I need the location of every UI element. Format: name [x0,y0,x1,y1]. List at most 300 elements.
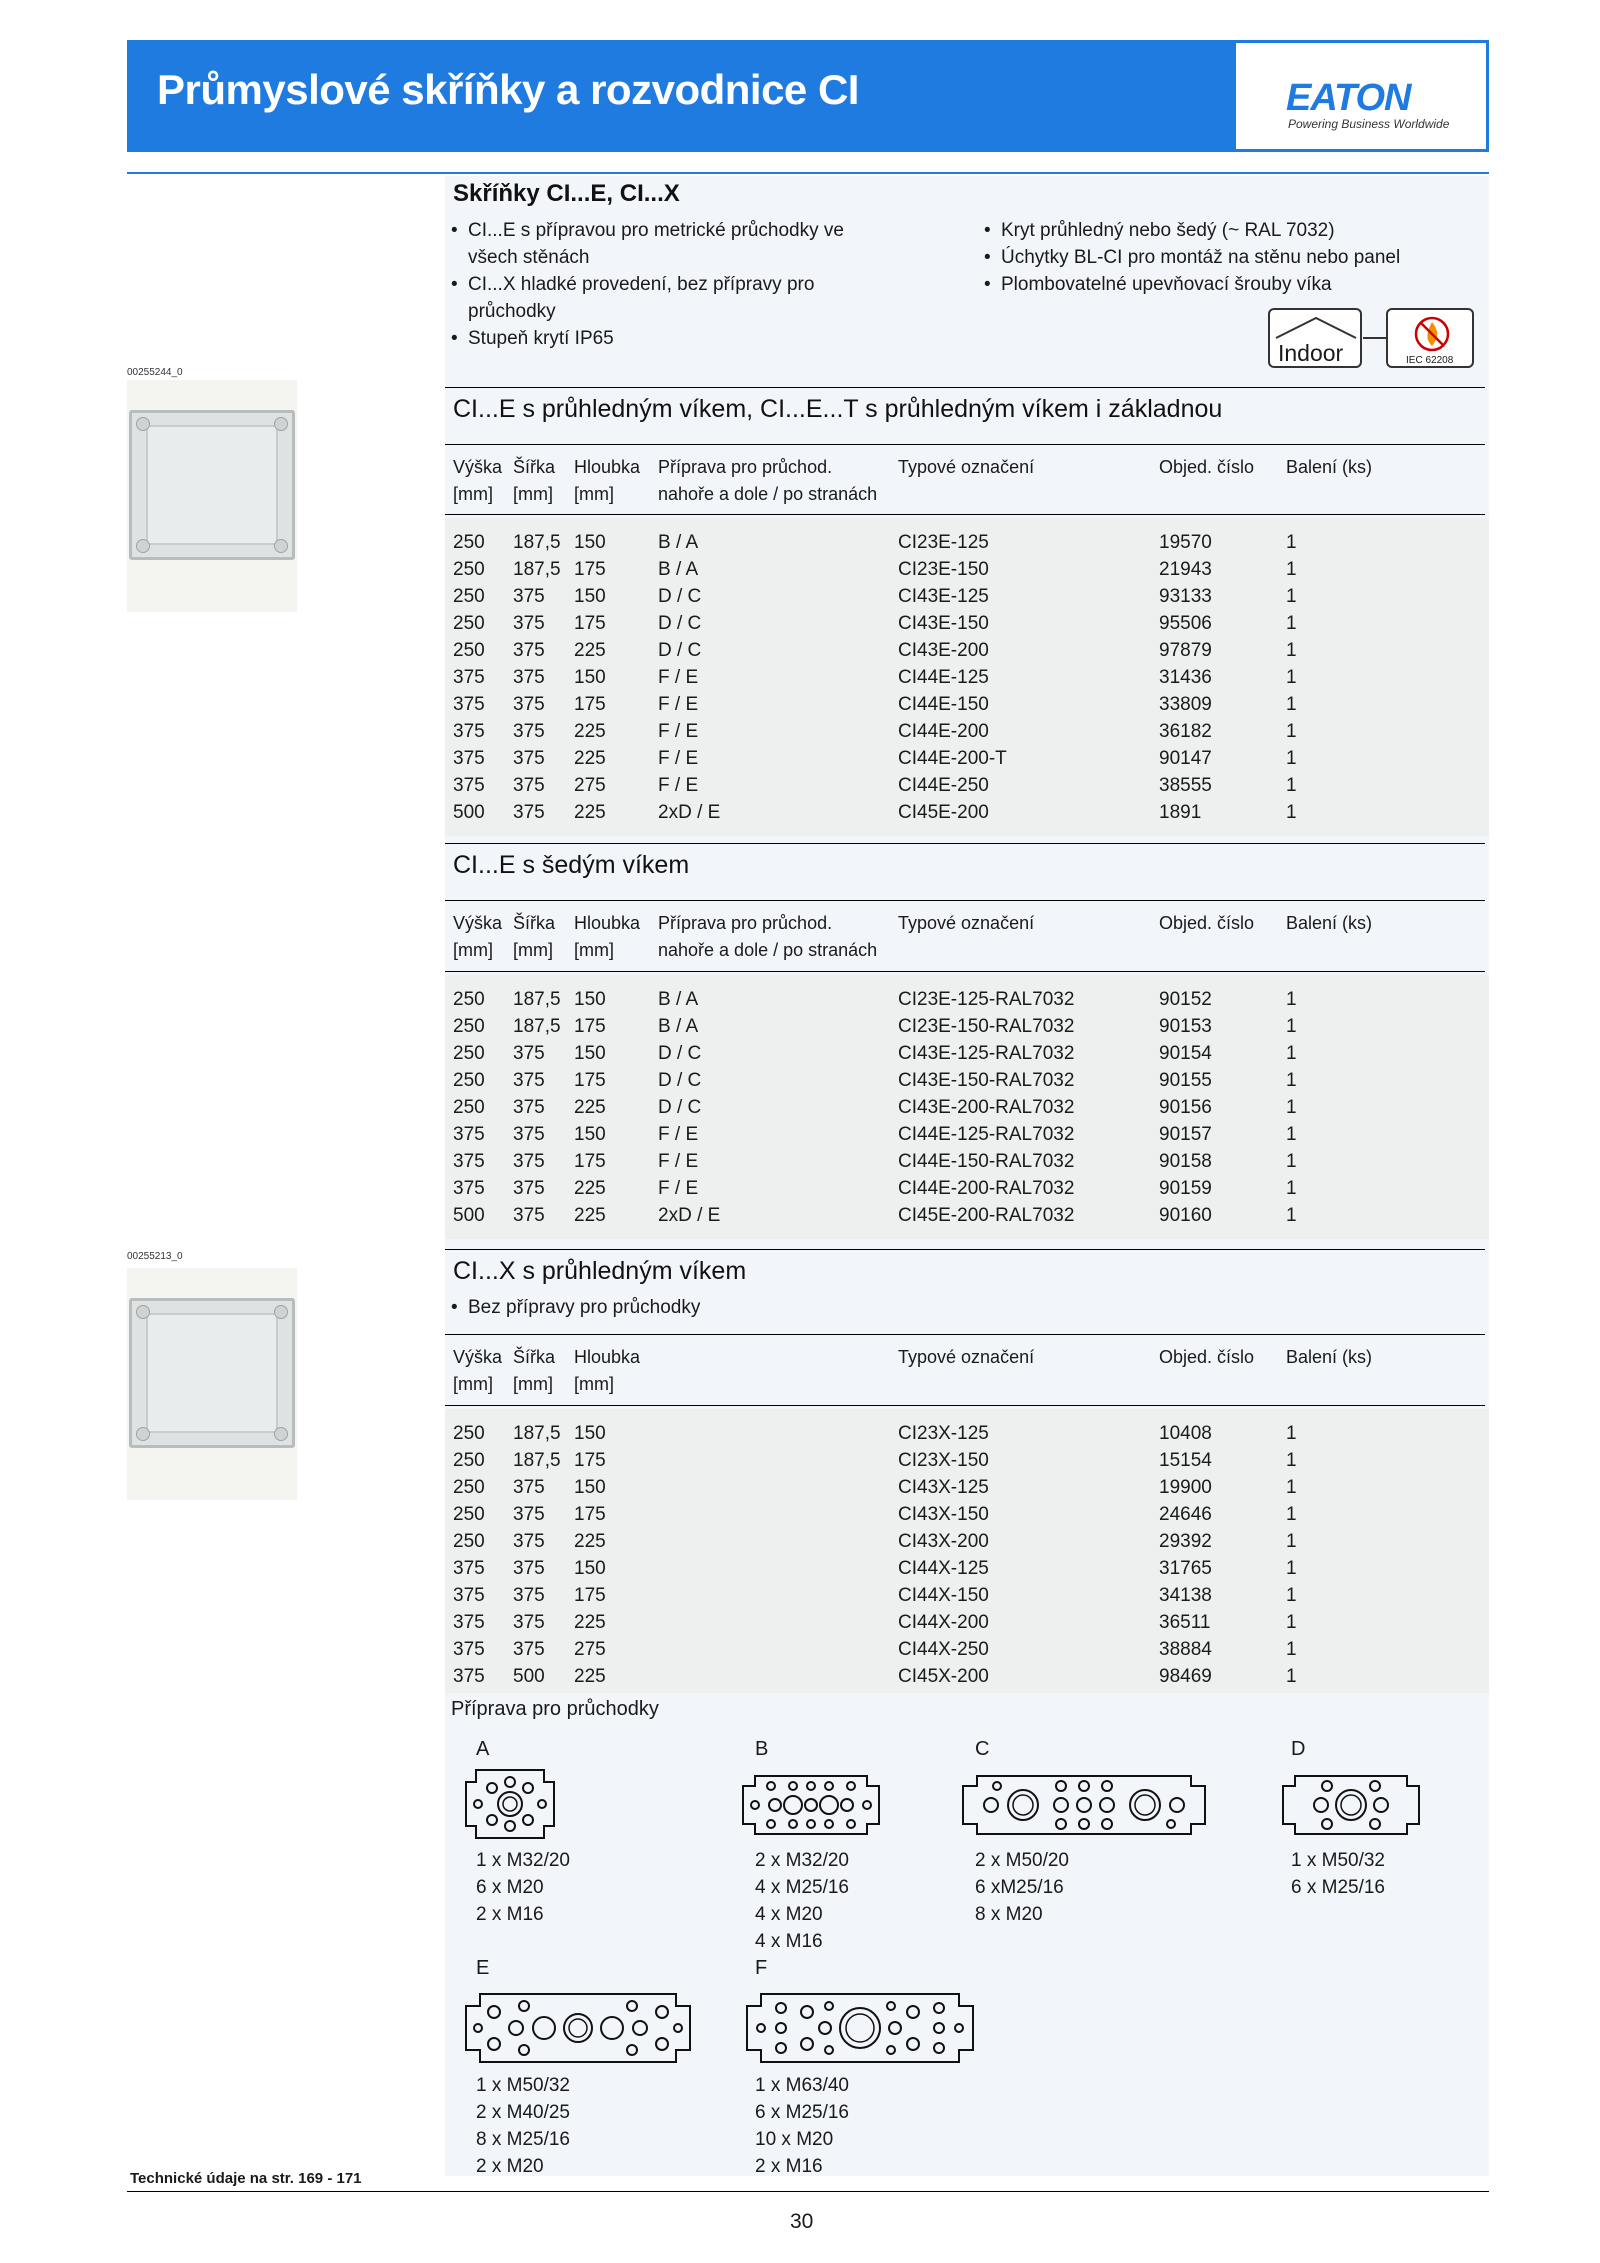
header-rule [445,514,1485,515]
unit: [mm] [453,484,493,504]
table-cell: 375 [453,1558,485,1579]
screw-icon [274,539,288,553]
table-row [453,1121,1483,1148]
table-cell: CI44E-150 [898,694,989,715]
logo-wordmark: EATON [1286,77,1411,119]
col-hloubka: Hloubka [574,1347,641,1367]
plate-b-icon [741,1774,881,1836]
table-cell: 375 [513,1585,545,1606]
prep-specs-d [1291,1847,1385,1901]
table-row [453,772,1483,799]
unit: nahoře a dole / po stranách [658,940,878,960]
iec-label: IEC 62208 [1406,355,1454,366]
header-rule [127,172,1489,174]
table-cell: 375 [513,1124,545,1145]
unit: [mm] [513,484,553,504]
table-cell: 250 [453,613,485,634]
table-row [453,1094,1483,1121]
table-cell: 375 [453,694,485,715]
table-cell: 1 [1286,1558,1297,1579]
table-cell: 375 [453,1612,485,1633]
table-cell: 1 [1286,1450,1297,1471]
unit: [mm] [513,1374,553,1394]
col-priprava: Příprava pro průchod. [658,913,833,933]
eaton-logo [1236,43,1486,149]
table-cell: 225 [574,802,606,823]
table-cell: F / E [658,1178,699,1199]
table-cell: 375 [453,1151,485,1172]
table-cell: CI43E-150-RAL7032 [898,1070,1075,1091]
table-cell: 375 [453,1639,485,1660]
screw-icon [136,1305,150,1319]
table-row [453,1582,1483,1609]
enclosure-photo-x [127,1268,297,1500]
table-cell: CI43X-150 [898,1504,989,1525]
table-cell: D / C [658,1070,702,1091]
screw-icon [274,417,288,431]
table-cell: CI43E-125-RAL7032 [898,1043,1075,1064]
spec: 8 x M25/16 [476,2129,570,2150]
table-cell: 187,5 [513,989,561,1010]
table-cell: 250 [453,1450,485,1471]
table-cell: 225 [574,748,606,769]
section-rule [445,1334,1485,1335]
table-cell: 34138 [1159,1585,1212,1606]
image-id: 00255213_0 [127,1251,183,1262]
table-cell: D / C [658,586,702,607]
table-row [453,1474,1483,1501]
table-cell: CI43X-200 [898,1531,989,1552]
col-sirka: Šířka [513,1347,556,1367]
table-cell: 1 [1286,721,1297,742]
page-number: 30 [790,2210,814,2233]
bullet: • CI...X hladké provedení, bez přípravy pro průchodky [448,271,888,325]
table-cell: 1 [1286,640,1297,661]
plate-e-icon [464,1992,692,2064]
table-row [453,1663,1483,1690]
screw-icon [136,417,150,431]
table-cell: 150 [574,1558,606,1579]
spec: 2 x M16 [476,1904,544,1925]
table-cell: 150 [574,1043,606,1064]
table-cell: F / E [658,1124,699,1145]
table-cell: 93133 [1159,586,1212,607]
table-cell: 375 [513,1639,545,1660]
col-typ: Typové označení [898,457,1035,477]
col-vyska: Výška [453,1347,503,1367]
table-cell: D / C [658,613,702,634]
table-cell: CI44X-150 [898,1585,989,1606]
table-cell: CI44E-125 [898,667,989,688]
col-sirka: Šířka [513,457,556,477]
screw-icon [274,1427,288,1441]
section-rule [445,1249,1485,1250]
spec: 2 x M50/20 [975,1850,1069,1871]
table-cell: 375 [513,1504,545,1525]
table-cell: D / C [658,1097,702,1118]
unit: [mm] [453,1374,493,1394]
screw-icon [274,1305,288,1319]
prep-label-b: B [755,1738,769,1760]
plate-f-icon [745,1992,975,2064]
table-row [453,745,1483,772]
col-vyska: Výška [453,913,503,933]
table-cell: 1 [1286,1477,1297,1498]
table-cell: 175 [574,1585,606,1606]
section-rule [445,843,1485,844]
table-cell: 33809 [1159,694,1212,715]
section3-title: CI...X s průhledným víkem [453,1257,747,1285]
table-cell: CI44X-125 [898,1558,989,1579]
table-cell: 1 [1286,586,1297,607]
col-sirka: Šířka [513,913,556,933]
table-cell: 175 [574,559,606,580]
spec: 1 x M50/32 [1291,1850,1385,1871]
table-cell: 375 [513,1531,545,1552]
table-cell: D / C [658,640,702,661]
table-cell: 24646 [1159,1504,1212,1525]
col-objed: Objed. číslo [1159,457,1255,477]
table-cell: CI44X-250 [898,1639,989,1660]
table-cell: 175 [574,1151,606,1172]
image-id: 00255244_0 [127,367,183,378]
unit: [mm] [513,940,553,960]
bullet: • Bez přípravy pro průchodky [448,1294,948,1321]
prep-label-f: F [755,1957,768,1979]
table-row [453,691,1483,718]
table-cell: 90147 [1159,748,1212,769]
table-cell: 187,5 [513,1423,561,1444]
table-cell: 38555 [1159,775,1212,796]
spec: 6 x M25/16 [755,2102,849,2123]
enclosure-lid [146,425,278,545]
table-cell: 250 [453,640,485,661]
table-cell: CI44E-125-RAL7032 [898,1124,1075,1145]
table-cell: 175 [574,1504,606,1525]
unit: [mm] [574,1374,614,1394]
spec: 4 x M16 [755,1931,823,1952]
screw-icon [136,539,150,553]
table-cell: 90160 [1159,1205,1212,1226]
table-cell: 375 [513,721,545,742]
spec: 10 x M20 [755,2129,834,2150]
table-cell: 90154 [1159,1043,1212,1064]
table-cell: 375 [513,640,545,661]
table-cell: CI45E-200-RAL7032 [898,1205,1075,1226]
table-cell: 375 [513,748,545,769]
table-cell: 375 [513,802,545,823]
table-cell: CI43E-150 [898,613,989,634]
table-header [453,1344,1483,1371]
table-cell: D / C [658,1043,702,1064]
table-cell: 1 [1286,989,1297,1010]
enclosure-lid [146,1313,278,1433]
spec: 6 x M25/16 [1291,1877,1385,1898]
table-cell: 375 [513,613,545,634]
table-cell: 375 [513,1477,545,1498]
prep-label-e: E [476,1957,490,1979]
bullet: • Plombovatelné upevňovací šrouby víka [981,271,1481,298]
screw-icon [136,1427,150,1441]
table-cell: 250 [453,1477,485,1498]
spec: 4 x M25/16 [755,1877,849,1898]
table-cell: 225 [574,1205,606,1226]
table-cell: CI23X-125 [898,1423,989,1444]
table-cell: 1891 [1159,802,1202,823]
table-cell: 225 [574,1097,606,1118]
spec: 1 x M63/40 [755,2075,849,2096]
table-cell: 1 [1286,1504,1297,1525]
table-row [453,610,1483,637]
table-row [453,1447,1483,1474]
table-cell: 1 [1286,1666,1297,1687]
table-cell: 500 [513,1666,545,1687]
table-cell: 375 [513,775,545,796]
unit: nahoře a dole / po stranách [658,484,878,504]
table-cell: 375 [513,1612,545,1633]
prep-title: Příprava pro průchodky [451,1698,659,1720]
table-cell: 15154 [1159,1450,1212,1471]
prep-label-d: D [1291,1738,1306,1760]
spec: 2 x M40/25 [476,2102,570,2123]
table-cell: 225 [574,1178,606,1199]
table-cell: CI43E-200-RAL7032 [898,1097,1075,1118]
table-cell: 375 [513,1558,545,1579]
bullet: • Stupeň krytí IP65 [448,325,888,352]
table-cell: 250 [453,1016,485,1037]
table-row [453,1013,1483,1040]
table-cell: 90157 [1159,1124,1212,1145]
tech-note: Technické údaje na str. 169 - 171 [130,2170,362,2187]
table-cell: 1 [1286,775,1297,796]
table-cell: 375 [513,1178,545,1199]
prep-label-c: C [975,1738,990,1760]
table-row [453,718,1483,745]
table-cell: 150 [574,586,606,607]
table-cell: 150 [574,1124,606,1145]
col-hloubka: Hloubka [574,913,641,933]
table-cell: 1 [1286,1178,1297,1199]
table-cell: 375 [513,586,545,607]
col-vyska: Výška [453,457,503,477]
spec: 4 x M20 [755,1904,823,1925]
table-cell: 98469 [1159,1666,1212,1687]
table-cell: 375 [453,1178,485,1199]
enclosure-body [129,410,295,560]
enclosure-photo-e [127,380,297,612]
table-cell: 150 [574,1477,606,1498]
unit: [mm] [453,940,493,960]
table-cell: F / E [658,694,699,715]
table-cell: 375 [453,1124,485,1145]
table-cell: 250 [453,1097,485,1118]
spec: 2 x M16 [755,2156,823,2177]
table-header-units [453,937,1483,964]
col-typ: Typové označení [898,1347,1035,1367]
table-cell: 250 [453,586,485,607]
intro-left-bullets [448,217,888,352]
table-cell: CI44E-200 [898,721,989,742]
header-rule [445,971,1485,972]
table-cell: 150 [574,667,606,688]
table-cell: 225 [574,640,606,661]
table-header-units [453,481,1483,508]
table-cell: 31765 [1159,1558,1212,1579]
page-title: Průmyslové skříňky a rozvodnice CI [157,66,859,113]
table-cell: 38884 [1159,1639,1212,1660]
header-rule [445,1405,1485,1406]
table-cell: 500 [453,1205,485,1226]
flame-icon [1412,314,1452,354]
table-row [453,1202,1483,1229]
table-row [453,529,1483,556]
table-cell: 275 [574,1639,606,1660]
table-row [453,1636,1483,1663]
spec: 6 x M20 [476,1877,544,1898]
prep-specs-f [755,2072,849,2180]
table-cell: 2xD / E [658,1205,721,1226]
table-header [453,454,1483,481]
table-cell: CI45E-200 [898,802,989,823]
intro-right-bullets [981,217,1481,298]
table-cell: CI23E-150 [898,559,989,580]
table-cell: 1 [1286,1070,1297,1091]
table-cell: 1 [1286,1612,1297,1633]
table-cell: 375 [513,694,545,715]
table-cell: 375 [513,1205,545,1226]
table-cell: 275 [574,775,606,796]
table-cell: 1 [1286,532,1297,553]
prep-specs-b [755,1847,849,1955]
table-cell: CI44E-150-RAL7032 [898,1151,1075,1172]
intro-title: Skříňky CI...E, CI...X [453,180,680,207]
table-cell: 97879 [1159,640,1212,661]
col-objed: Objed. číslo [1159,1347,1255,1367]
section1-title: CI...E s průhledným víkem, CI...E...T s průhledným víkem i základnou [453,395,1223,423]
table-row [453,1528,1483,1555]
table-cell: 250 [453,559,485,580]
table-cell: 95506 [1159,613,1212,634]
table-cell: 1 [1286,1531,1297,1552]
table-cell: 2xD / E [658,802,721,823]
table-row [453,799,1483,826]
plate-a-icon [464,1768,556,1840]
table-cell: 1 [1286,1205,1297,1226]
col-baleni: Balení (ks) [1286,1347,1373,1367]
table-row [453,1040,1483,1067]
section2-title: CI...E s šedým víkem [453,851,690,879]
col-baleni: Balení (ks) [1286,457,1373,477]
spec: 1 x M32/20 [476,1850,570,1871]
table-cell: 250 [453,1070,485,1091]
bullet: • CI...E s přípravou pro metrické průchodky ve všech stěnách [448,217,888,271]
table-cell: 1 [1286,1043,1297,1064]
section3-bullets [448,1294,948,1321]
table-cell: 1 [1286,1423,1297,1444]
table-cell: CI44E-250 [898,775,989,796]
table-cell: 375 [513,1070,545,1091]
table-cell: 225 [574,1612,606,1633]
table-cell: 19570 [1159,532,1212,553]
table-cell: B / A [658,532,699,553]
table-cell: 36511 [1159,1612,1211,1633]
table-cell: 1 [1286,1639,1297,1660]
prep-specs-e [476,2072,570,2180]
col-priprava: Příprava pro průchod. [658,457,833,477]
table-cell: 225 [574,1666,606,1687]
table-cell: CI45X-200 [898,1666,989,1687]
table-cell: 90156 [1159,1097,1212,1118]
table-cell: 375 [453,748,485,769]
table-cell: 150 [574,532,606,553]
table-cell: 1 [1286,613,1297,634]
table-row [453,1555,1483,1582]
table-row [453,556,1483,583]
table-cell: 375 [513,1043,545,1064]
table-cell: 250 [453,1504,485,1525]
table-cell: 187,5 [513,1016,561,1037]
table-cell: 375 [513,667,545,688]
table-cell: 150 [574,1423,606,1444]
table-cell: 19900 [1159,1477,1212,1498]
table-cell: 31436 [1159,667,1212,688]
table-cell: 225 [574,1531,606,1552]
table-cell: 1 [1286,748,1297,769]
table-cell: 1 [1286,802,1297,823]
table-cell: 1 [1286,1097,1297,1118]
table-cell: 21943 [1159,559,1212,580]
table-cell: 175 [574,1016,606,1037]
table-cell: 250 [453,1043,485,1064]
table-cell: 10408 [1159,1423,1212,1444]
table-cell: 150 [574,989,606,1010]
prep-specs-a [476,1847,570,1928]
table-cell: CI23E-150-RAL7032 [898,1016,1075,1037]
badge-connector [1363,337,1387,339]
table-cell: 187,5 [513,559,561,580]
table-cell: F / E [658,748,699,769]
table-cell: 375 [453,1585,485,1606]
table-cell: B / A [658,559,699,580]
bullet: • Kryt průhledný nebo šedý (~ RAL 7032) [981,217,1481,244]
table-cell: 375 [453,721,485,742]
prep-label-a: A [476,1738,490,1760]
table-cell: 90153 [1159,1016,1212,1037]
footer-rule [127,2191,1489,2192]
table-cell: CI43E-125 [898,586,989,607]
table-cell: F / E [658,721,699,742]
spec: 8 x M20 [975,1904,1043,1925]
table-row [453,637,1483,664]
table-cell: 36182 [1159,721,1212,742]
table-cell: 250 [453,1531,485,1552]
indoor-label: Indoor [1278,340,1344,366]
table-row [453,1175,1483,1202]
plate-c-icon [961,1774,1207,1836]
table-cell: 1 [1286,694,1297,715]
table-cell: 90158 [1159,1151,1212,1172]
table-cell: 1 [1286,1124,1297,1145]
table-cell: 175 [574,694,606,715]
indoor-badge [1268,308,1362,368]
table-cell: 187,5 [513,1450,561,1471]
table-cell: CI23E-125-RAL7032 [898,989,1075,1010]
table-cell: B / A [658,989,699,1010]
table-cell: B / A [658,1016,699,1037]
table-row [453,664,1483,691]
spec: 2 x M32/20 [755,1850,849,1871]
table-cell: 175 [574,1070,606,1091]
